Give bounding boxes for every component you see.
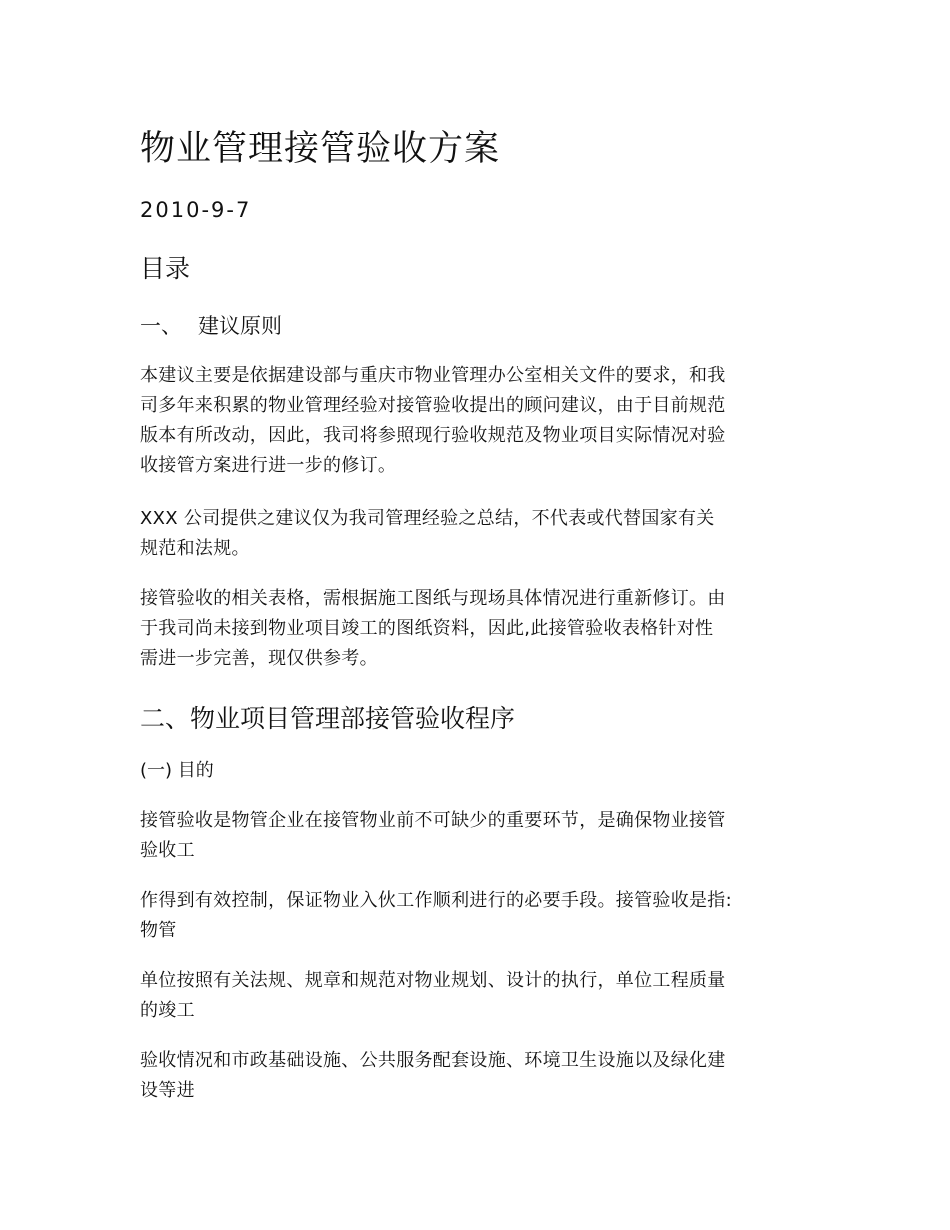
document-date: 2010-9-7 <box>140 198 252 222</box>
text-line: 需进一步完善，现仅供参考。 <box>140 648 378 669</box>
section-heading-2: 二、物业项目管理部接管验收程序 <box>140 704 516 733</box>
text-line: XXX 公司提供之建议仅为我司管理经验之总结，不代表或代替国家有关 <box>140 508 715 529</box>
text-line: 验收工 <box>140 840 195 861</box>
text-line: 接管验收是物管企业在接管物业前不可缺少的重要环节，是确保物业接管 <box>140 810 726 831</box>
text-line: 接管验收的相关表格，需根据施工图纸与现场具体情况进行重新修订。由 <box>140 588 726 609</box>
paragraph-purpose-3 <box>140 966 820 1026</box>
text-line: 规范和法规。 <box>140 538 250 559</box>
document-title: 物业管理接管验收方案 <box>140 129 501 169</box>
section-heading-1 <box>140 311 282 341</box>
section-number: 一、 <box>140 314 182 338</box>
paragraph-disclaimer <box>140 504 820 564</box>
paragraph-purpose-4 <box>140 1046 820 1106</box>
paragraph-purpose-2 <box>140 886 820 946</box>
text-line: 单位按照有关法规、规章和规范对物业规划、设计的执行，单位工程质量 <box>140 970 726 991</box>
paragraph-forms-note <box>140 584 820 674</box>
text-line: 验收情况和市政基础设施、公共服务配套设施、环境卫生设施以及绿化建 <box>140 1050 726 1071</box>
text-line: 版本有所改动，因此，我司将参照现行验收规范及物业项目实际情况对验 <box>140 425 726 446</box>
section-title: 建议原则 <box>198 314 282 338</box>
text-line: 的竣工 <box>140 1000 195 1021</box>
paragraph-principle-basis <box>140 361 820 481</box>
toc-heading: 目录 <box>140 254 191 283</box>
subsection-heading-purpose: (一) 目的 <box>140 760 214 781</box>
text-line: 收接管方案进行进一步的修订。 <box>140 455 397 476</box>
text-line: 作得到有效控制，保证物业入伙工作顺利进行的必要手段。接管验收是指: <box>140 890 732 911</box>
text-line: 设等进 <box>140 1080 195 1101</box>
text-line: 物管 <box>140 920 177 941</box>
paragraph-purpose-1 <box>140 806 820 866</box>
text-line: 司多年来积累的物业管理经验对接管验收提出的顾问建议，由于目前规范 <box>140 395 726 416</box>
text-line: 本建议主要是依据建设部与重庆市物业管理办公室相关文件的要求，和我 <box>140 365 726 386</box>
text-line: 于我司尚未接到物业项目竣工的图纸资料，因此,此接管验收表格针对性 <box>140 618 714 639</box>
